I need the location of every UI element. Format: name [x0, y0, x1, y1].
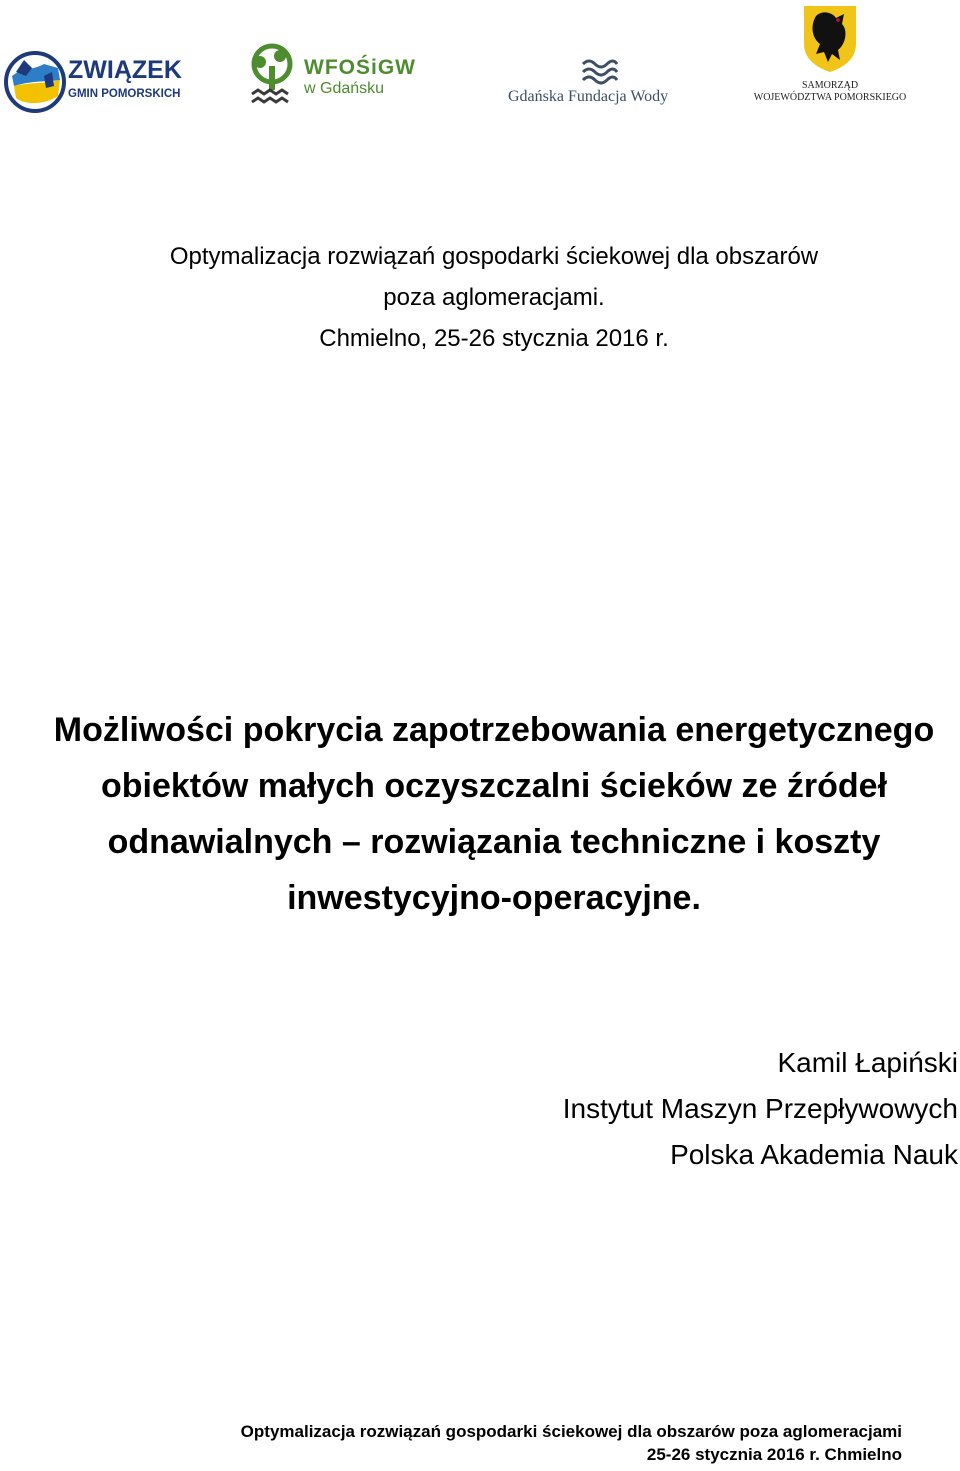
- gfw-name: Gdańska Fundacja Wody: [508, 88, 669, 105]
- conference-header: [0, 236, 960, 359]
- conference-line3: Chmielno, 25-26 stycznia 2016 r.: [319, 325, 669, 352]
- zgp-emblem-icon: [4, 46, 66, 116]
- water-waves-icon: [579, 56, 619, 88]
- title-line4: inwestycyjno-operacyjne.: [287, 879, 701, 917]
- document-title: [0, 702, 960, 926]
- author-institute: Instytut Maszyn Przepływowych: [562, 1093, 958, 1124]
- footer-line2: 25-26 stycznia 2016 r. Chmielno: [646, 1445, 902, 1464]
- wfos-name-line1: WFOŚiGW: [304, 56, 416, 79]
- samorzad-line1: SAMORZĄD: [801, 80, 859, 91]
- page-footer: [241, 1420, 902, 1466]
- title-line1: Możliwości pokrycia zapotrzebowania energetycznego: [53, 711, 935, 749]
- footer-line1: Optymalizacja rozwiązań gospodarki ściekowej dla obszarów poza aglomeracjami: [240, 1422, 902, 1441]
- title-line2: obiektów małych oczyszczalni ścieków ze źródeł: [100, 767, 888, 805]
- zgp-name-line2: GMIN POMORSKICH: [68, 88, 181, 100]
- wfos-name-line2: w Gdańsku: [304, 80, 385, 97]
- conference-line2: poza aglomeracjami.: [383, 284, 605, 311]
- author-block: [563, 1040, 958, 1178]
- wfos-tree-icon: [246, 42, 298, 108]
- author-academy: Polska Akademia Nauk: [670, 1139, 958, 1170]
- gdanska-fundacja-wody-logo: [505, 52, 695, 112]
- wfosigw-logo: [246, 42, 436, 112]
- conference-line1: Optymalizacja rozwiązań gospodarki ściekowej dla obszarów: [169, 243, 819, 270]
- griffin-shield-icon: [802, 4, 858, 72]
- title-line3: odnawialnych – rozwiązania techniczne i koszty: [107, 823, 881, 861]
- zgp-name-line1: ZWIĄZEK: [68, 56, 182, 84]
- logo-bar: [0, 0, 960, 130]
- zwiazek-gmin-pomorskich-logo: [4, 44, 184, 120]
- author-name: Kamil Łapiński: [777, 1047, 958, 1078]
- samorzad-line2: WOJEWÓDZTWA POMORSKIEGO: [753, 92, 907, 103]
- samorzad-wojewodztwa-logo: [745, 4, 915, 114]
